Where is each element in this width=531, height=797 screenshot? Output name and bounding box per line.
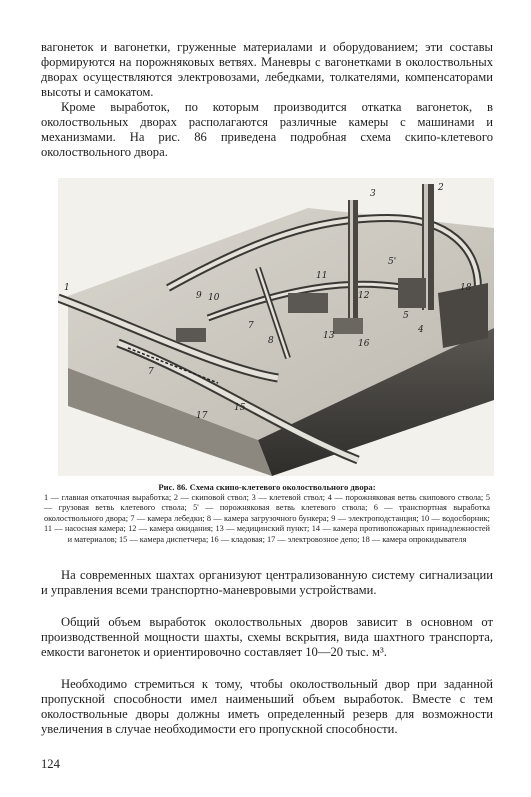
figure-label: 2 [438,183,444,193]
figure-label: 5' [388,257,397,267]
figure-label: 12 [358,291,370,301]
paragraph-reserve: Необходимо стремиться к тому, чтобы околоствольный двор при заданной пропускной способности имел наименьший объем выработок. Вместе с тем околоствольные дворы должны иметь определенный резерв для возможности увеличения в случае необходимости его пропускной способности. [41,677,493,736]
figure-label: 8 [268,336,274,346]
figure-caption-legend: 1 — главная откаточная выработка; 2 — скиповой ствол; 3 — клетевой ствол; 4 — порожняковая ветвь скипового ствола; 5 — грузовая ветвь клетевого ствола; 5' — порожняковая ветвь клетевого ствола; 6 — транспортная выработка околоствольного двора; 7 — камера лебедки; 8 — камера загрузочного бункера; 9 — электроподстанция; 10 — водосборник; 11 — насосная камера; 12 — камера ожидания; 13 — медицинский пункт; 14 — камера противопожарных принадлежностей и материалов; 15 — камера диспетчера; 16 — кладовая; 17 — электровозное депо; 18 — камера опрокидывателя [44,493,490,544]
figure-label: 7 [248,321,254,331]
figure-shaft-yard-scheme [58,178,494,476]
paragraph-continuation: вагонеток и вагонетки, груженные материалами и оборудованием; эти составы формируются на порожняковых ветвях. Маневры с вагонетками в околоствольных дворах осуществляются электровозами, лебедками, толкателями, компенсаторами высоты и самокатом. [41,40,493,99]
figure-label: 10 [208,293,220,303]
figure-label: 1 [64,283,70,293]
figure-label: 4 [418,325,424,335]
figure-label: 18 [460,283,472,293]
figure-label: 5 [403,311,409,321]
figure-label: 13 [323,331,335,341]
figure-label: 17 [196,411,208,421]
figure-label: 9 [196,291,202,301]
figure-label: 7 [148,367,154,377]
figure-label: 16 [358,339,370,349]
paragraph-chambers: Кроме выработок, по которым производится откатка вагонеток, в околоствольных дворах располагаются различные камеры с машинами и механизмами. На рис. 86 приведена подробная схема скипо-клетевого околоствольного двора. [41,100,493,159]
page-number: 124 [41,757,60,771]
figure-caption-title: Рис. 86. Схема скипо-клетевого околоствольного двора: [158,482,376,492]
paragraph-signalling: На современных шахтах организуют централизованную систему сигнализации и управления всеми транспортно-маневровыми устройствами. [41,568,493,597]
figure-label: 3 [370,189,376,199]
shaft-yard-illustration [58,178,494,476]
figure-label: 15 [234,403,246,413]
paragraph-volume: Общий объем выработок околоствольных дворов зависит в основном от производственной мощности шахты, схемы вскрытия, вида шахтного транспорта, емкости вагонеток и ориентировочно составляет 10—20 тыс. м³. [41,615,493,659]
figure-label: 11 [316,271,328,281]
chamber-block [176,328,206,342]
